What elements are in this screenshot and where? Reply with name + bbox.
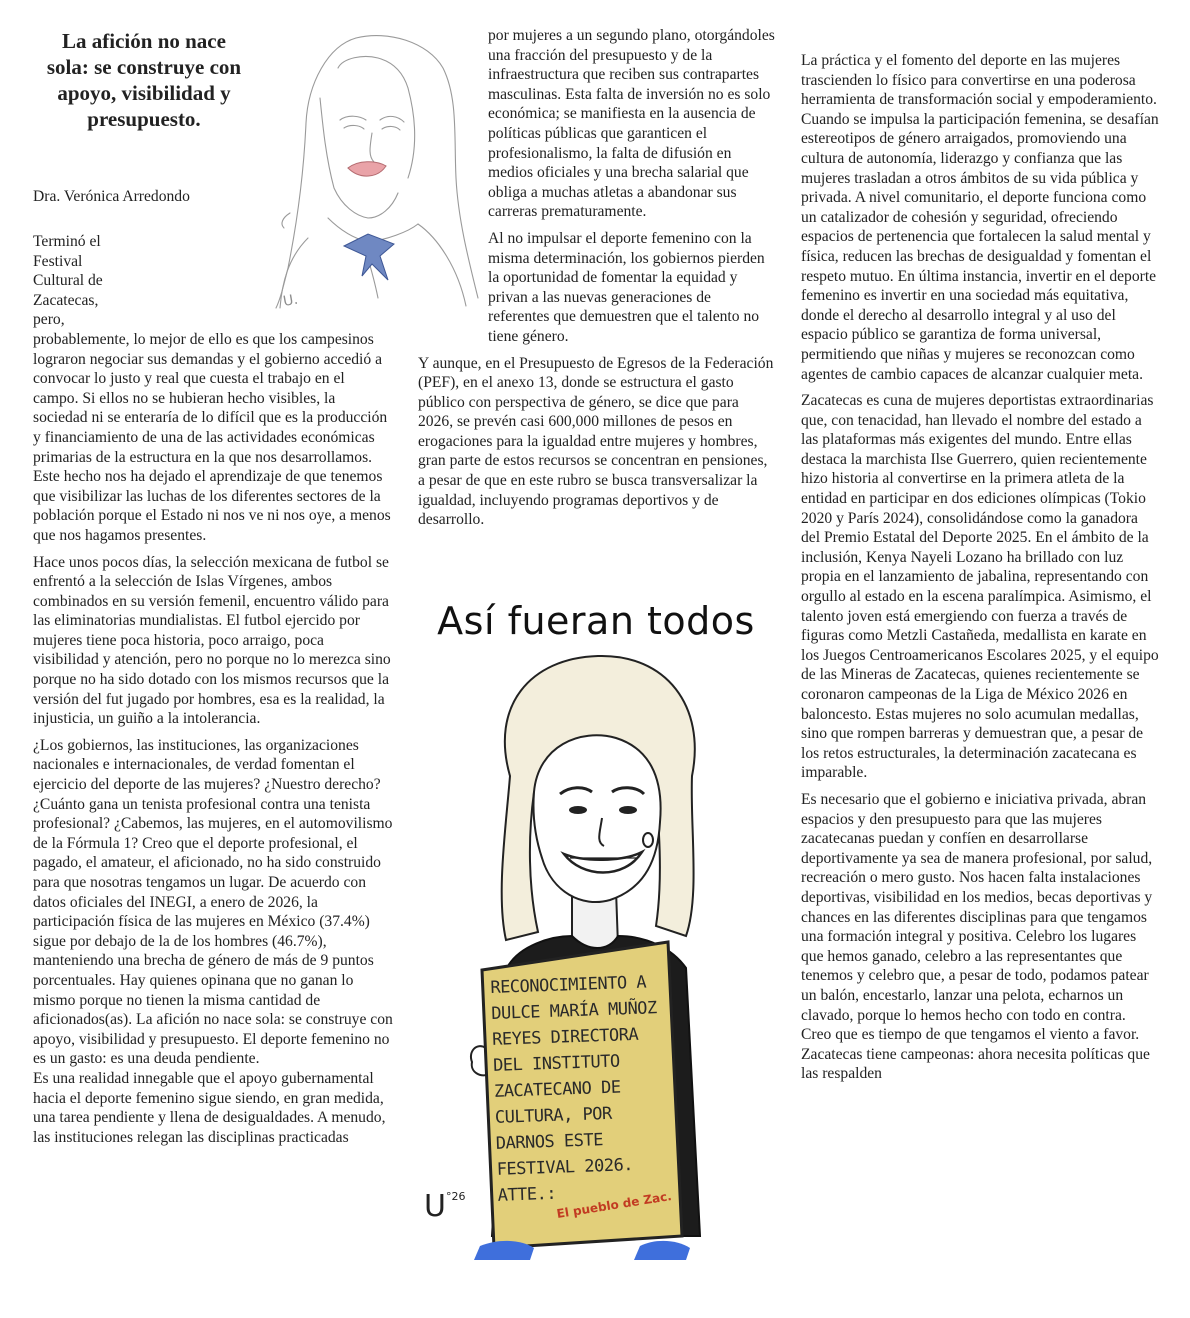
- paragraph: Es necesario que el gobierno e iniciativa privada, abran espacios y den presupuesto para que las mujeres zacatecanas puedan y confíen en desarrollarse deportivamente ya sea de manera profesional, por salud, recreación o mero gusto. Nos hacen falta instalaciones deportivas, visibilidad en los medios, becas deportivas y chances en las diferentes disciplinas para que tengamos una formación integral y positiva. Celebro los lugares que hemos ganado, celebro a las representantes que tenemos y celebro que, a pesar de todo, podamos patear un balón, encestarlo, lanzar una pelota, echarnos un clavado, porque lo hemos hecho con todo en contra. Creo que es tiempo de que tengamos el viento a favor. Zacatecas tiene campeonas: ahora necesita políticas que las respalden: [801, 790, 1153, 1083]
- cartoon-title: Así fueran todos: [437, 599, 755, 643]
- sketch-float-space: [418, 26, 488, 344]
- paragraph: Zacatecas es cuna de mujeres deportistas extraordinarias que, con tenacidad, han llevado el nombre del estado a las plataformas más exigentes del mundo. Entre ellas destaca la marchista Ilse Guerrero, quien recientemente hizo historia al convertirse en la primera atleta de la entidad en participar en dos ediciones olímpicas (Tokio 2020 y París 2024), consolidándose como la ganadora del Premio Estatal del Deporte 2025. En el ámbito de la inclusión, Kenya Nayeli Lozano ha brillado con luz propia en el lanzamiento de jabalina, representando con orgullo al estado en la escena paralímpica. Asimismo, el talento joven está emergiendo con fuerza a través de figuras como Metzli Castañeda, medallista en karate en los Juegos Centroamericanos Escolares 2025, y el equipo de las Mineras de Zacatecas, quienes recientemente se coronaron campeonas de la Liga de México 2026 en baloncesto. Estas mujeres no solo acumulan medallas, sino que rompen barreras y demuestran que, a pesar de los retos estructurales, la determinación zacatecana es imparable.: [801, 392, 1159, 782]
- cartoon-sign-signature: El pueblo de Zac.: [555, 1188, 673, 1222]
- paragraph: Terminó el Festival Cultural de Zacatecas, pero, probablemente, lo mejor de ello es que los campesinos lograron negociar sus demandas y el gobierno accedió a convocar lo justo y real que cuesta el trabajo en el campo. Si ellos no se hubieran hecho visibles, la sociedad ni se enteraría de lo difícil que es la producción y financiamiento de una de las actividades económicas primarias de la estructura en la que nos desarrollamos. Este hecho nos ha dejado el aprendizaje de que tenemos que visibilizar las luchas de los diferentes sectores de la población porque el Estado ni nos ve ni nos oye, a menos que nos hagamos presentes.: [33, 233, 391, 544]
- paragraph: Y aunque, en el Presupuesto de Egresos de la Federación (PEF), en el anexo 13, donde se estructura el gasto público con perspectiva de género, se dice que para 2026, se prevén casi 600,000 millones de pesos en erogaciones para la igualdad entre mujeres y hombres, gran parte de estos recursos se concentran en pensiones, a pesar de que en este rubro se busca transversalizar la igualdad, incluyendo programas deportivos y de desarrollo.: [418, 354, 774, 529]
- svg-text:°26: °26: [446, 1190, 466, 1203]
- paragraph: ¿Los gobiernos, las instituciones, las organizaciones nacionales e internacionales, de verdad fomentan el ejercicio del deporte de las mujeres? ¿Nuestro derecho? ¿Cuánto gana un tenista profesional contra una tenista profesional? ¿Cabemos, las mujeres, en el automovilismo de la Fórmula 1? Creo que el deporte profesional, el pagado, el amateur, el aficionado, no ha sido construido para que nosotras tengamos un lugar. De acuerdo con datos oficiales del INEGI, a enero de 2026, la participación física de las mujeres en México (37.4%) sigue por debajo de la de los hombres (46.7%), manteniendo una brecha de género de más de 9 puntos porcentuales. Hay quienes opinana que no ganan lo mismo porque no tienen la misma cantidad de aficionados(as). La afición no nace sola: se construye con apoyo, visibilidad y presupuesto. El deporte femenino no es un gasto: es una deuda pendiente.: [33, 736, 393, 1068]
- paragraph: Hace unos pocos días, la selección mexicana de futbol se enfrentó a la selección de Islas Vírgenes, ambos combinados en su versión femenil, encuentro válido para las eliminatorias mundialistas. El futbol ejercido por mujeres tiene poca historia, poco arraigo, poca visibilidad y atención, pero no porque no lo merezca sino porque no ha sido dotado con los mismos recursos que la versión del fut jugado por hombres, esa es la realidad, la injusticia, un guiño a la intolerancia.: [33, 553, 391, 728]
- svg-text:U.: U.: [281, 291, 300, 310]
- article-column-2: [418, 26, 776, 537]
- cartoon-sign-text: RECONOCIMIENTO A DULCE MARÍA MUÑOZ REYES DIRECTORA DEL INSTITUTO ZACATECANO DE CULTURA, POR DARNOS ESTE FESTIVAL 2026. ATTE.:: [490, 972, 658, 1206]
- paragraph: por mujeres a un segundo plano, otorgándoles una fracción del presupuesto y de la infraestructura que reciben sus contrapartes masculinas. Esta falta de inversión no es solo económica; se manifiesta en la ausencia de políticas públicas que garanticen el profesionalismo, la falta de difusión en medios oficiales y una brecha salarial que obliga a muchas atletas a abandonar sus carreras prematuramente.: [488, 27, 775, 221]
- paragraph: La práctica y el fomento del deporte en las mujeres trascienden lo físico para convertirse en una poderosa herramienta de transformación social y empoderamiento. Cuando se impulsa la participación femenina, se desafían estereotipos de género arraigados, promoviendo una cultura de autonomía, liderazgo y confianza que las mujeres trasladan a otros ámbitos de su vida pública y privada. A nivel comunitario, el deporte funciona como un catalizador de cohesión y seguridad, ofreciendo espacios de pertenencia que fortalecen la salud mental y física, reducen las brechas de desigualdad y fomentan el respeto mutuo. En última instancia, invertir en el deporte femenino es invertir en una sociedad más equitativa, donde el derecho al desarrollo integral y al uso del espacio público se garantiza de forma universal, permitiendo que niñas y mujeres se reconozcan como agentes de cambio capaces de alcanzar cualquier meta.: [801, 52, 1159, 383]
- svg-text:U: U: [424, 1189, 446, 1224]
- author-byline: Dra. Verónica Arredondo: [33, 188, 190, 205]
- article-headline: La afición no nace sola: se construye con apoyo, visibilidad y presupuesto.: [46, 29, 242, 131]
- article-column-1: [33, 232, 393, 1154]
- paragraph: Es una realidad innegable que el apoyo gubernamental hacia el deporte femenino sigue siendo, en gran medida, una tarea pendiente y llena de desigualdades. A menudo, las instituciones relegan las disciplinas practicadas: [33, 1069, 386, 1146]
- paragraph: Al no impulsar el deporte femenino con la misma determinación, los gobiernos pierden la oportunidad de fomentar la equidad y privan a las nuevas generaciones de referentes que demuestren que el talento no tiene género.: [488, 229, 765, 345]
- article-column-3: [801, 51, 1159, 1091]
- sketch-float-space: [108, 232, 393, 321]
